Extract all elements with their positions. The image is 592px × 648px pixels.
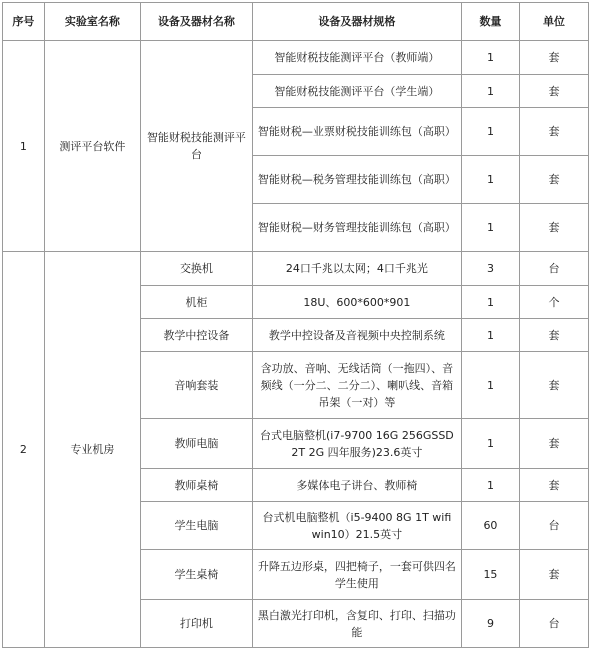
header-unit: 单位 <box>519 3 588 41</box>
unit-cell: 套 <box>519 469 588 502</box>
quantity-cell: 1 <box>462 204 520 252</box>
quantity-cell: 1 <box>462 75 520 108</box>
header-quantity: 数量 <box>462 3 520 41</box>
equipment-spec-cell: 24口千兆以太网；4口千兆光 <box>252 252 461 286</box>
equipment-spec-cell: 多媒体电子讲台、教师椅 <box>252 469 461 502</box>
equipment-spec-cell: 智能财税—税务管理技能训练包（高职） <box>252 156 461 204</box>
quantity-cell: 1 <box>462 41 520 75</box>
equipment-spec-cell: 智能财税—财务管理技能训练包（高职） <box>252 204 461 252</box>
equipment-name-cell: 智能财税技能测评平台 <box>141 41 253 252</box>
quantity-cell: 1 <box>462 352 520 419</box>
equipment-spec-cell: 台式机电脑整机（i5-9400 8G 1T wifi win10）21.5英寸 <box>252 502 461 550</box>
unit-cell: 套 <box>519 108 588 156</box>
equipment-spec-cell: 含功放、音响、无线话筒（一拖四）、音频线（一分二、二分二）、喇叭线、音箱吊架（一对）等 <box>252 352 461 419</box>
equipment-name-cell: 打印机 <box>141 600 253 648</box>
unit-cell: 套 <box>519 75 588 108</box>
seq-cell: 2 <box>3 252 45 648</box>
equipment-name-cell: 教师电脑 <box>141 419 253 469</box>
equipment-name-cell: 学生电脑 <box>141 502 253 550</box>
equipment-spec-cell: 18U、600*600*901 <box>252 286 461 319</box>
quantity-cell: 9 <box>462 600 520 648</box>
quantity-cell: 15 <box>462 550 520 600</box>
header-equipment-spec: 设备及器材规格 <box>252 3 461 41</box>
unit-cell: 套 <box>519 204 588 252</box>
header-lab-name: 实验室名称 <box>44 3 140 41</box>
unit-cell: 套 <box>519 156 588 204</box>
equipment-spec-cell: 智能财税技能测评平台（教师端） <box>252 41 461 75</box>
equipment-name-cell: 交换机 <box>141 252 253 286</box>
unit-cell: 套 <box>519 550 588 600</box>
equipment-name-cell: 教师桌椅 <box>141 469 253 502</box>
quantity-cell: 60 <box>462 502 520 550</box>
unit-cell: 台 <box>519 600 588 648</box>
table-row <box>3 252 589 286</box>
unit-cell: 台 <box>519 502 588 550</box>
quantity-cell: 1 <box>462 319 520 352</box>
unit-cell: 套 <box>519 41 588 75</box>
header-seq: 序号 <box>3 3 45 41</box>
quantity-cell: 3 <box>462 252 520 286</box>
lab-name-cell: 专业机房 <box>44 252 140 648</box>
table-row <box>3 41 589 75</box>
equipment-name-cell: 学生桌椅 <box>141 550 253 600</box>
quantity-cell: 1 <box>462 108 520 156</box>
equipment-name-cell: 音响套装 <box>141 352 253 419</box>
equipment-spec-cell: 黑白激光打印机，含复印、打印、扫描功能 <box>252 600 461 648</box>
unit-cell: 套 <box>519 419 588 469</box>
equipment-name-cell: 机柜 <box>141 286 253 319</box>
equipment-spec-cell: 教学中控设备及音视频中央控制系统 <box>252 319 461 352</box>
header-row <box>3 3 589 41</box>
equipment-spec-cell: 台式电脑整机(i7-9700 16G 256GSSD 2T 2G 四年服务)23.6英寸 <box>252 419 461 469</box>
equipment-spec-cell: 智能财税—业票财税技能训练包（高职） <box>252 108 461 156</box>
unit-cell: 套 <box>519 352 588 419</box>
equipment-spec-cell: 升降五边形桌，四把椅子，一套可供四名学生使用 <box>252 550 461 600</box>
lab-name-cell: 测评平台软件 <box>44 41 140 252</box>
unit-cell: 个 <box>519 286 588 319</box>
quantity-cell: 1 <box>462 419 520 469</box>
unit-cell: 台 <box>519 252 588 286</box>
header-equipment-name: 设备及器材名称 <box>141 3 253 41</box>
unit-cell: 套 <box>519 319 588 352</box>
quantity-cell: 1 <box>462 469 520 502</box>
equipment-spec-cell: 智能财税技能测评平台（学生端） <box>252 75 461 108</box>
quantity-cell: 1 <box>462 156 520 204</box>
seq-cell: 1 <box>3 41 45 252</box>
quantity-cell: 1 <box>462 286 520 319</box>
equipment-table <box>2 2 589 648</box>
equipment-name-cell: 教学中控设备 <box>141 319 253 352</box>
